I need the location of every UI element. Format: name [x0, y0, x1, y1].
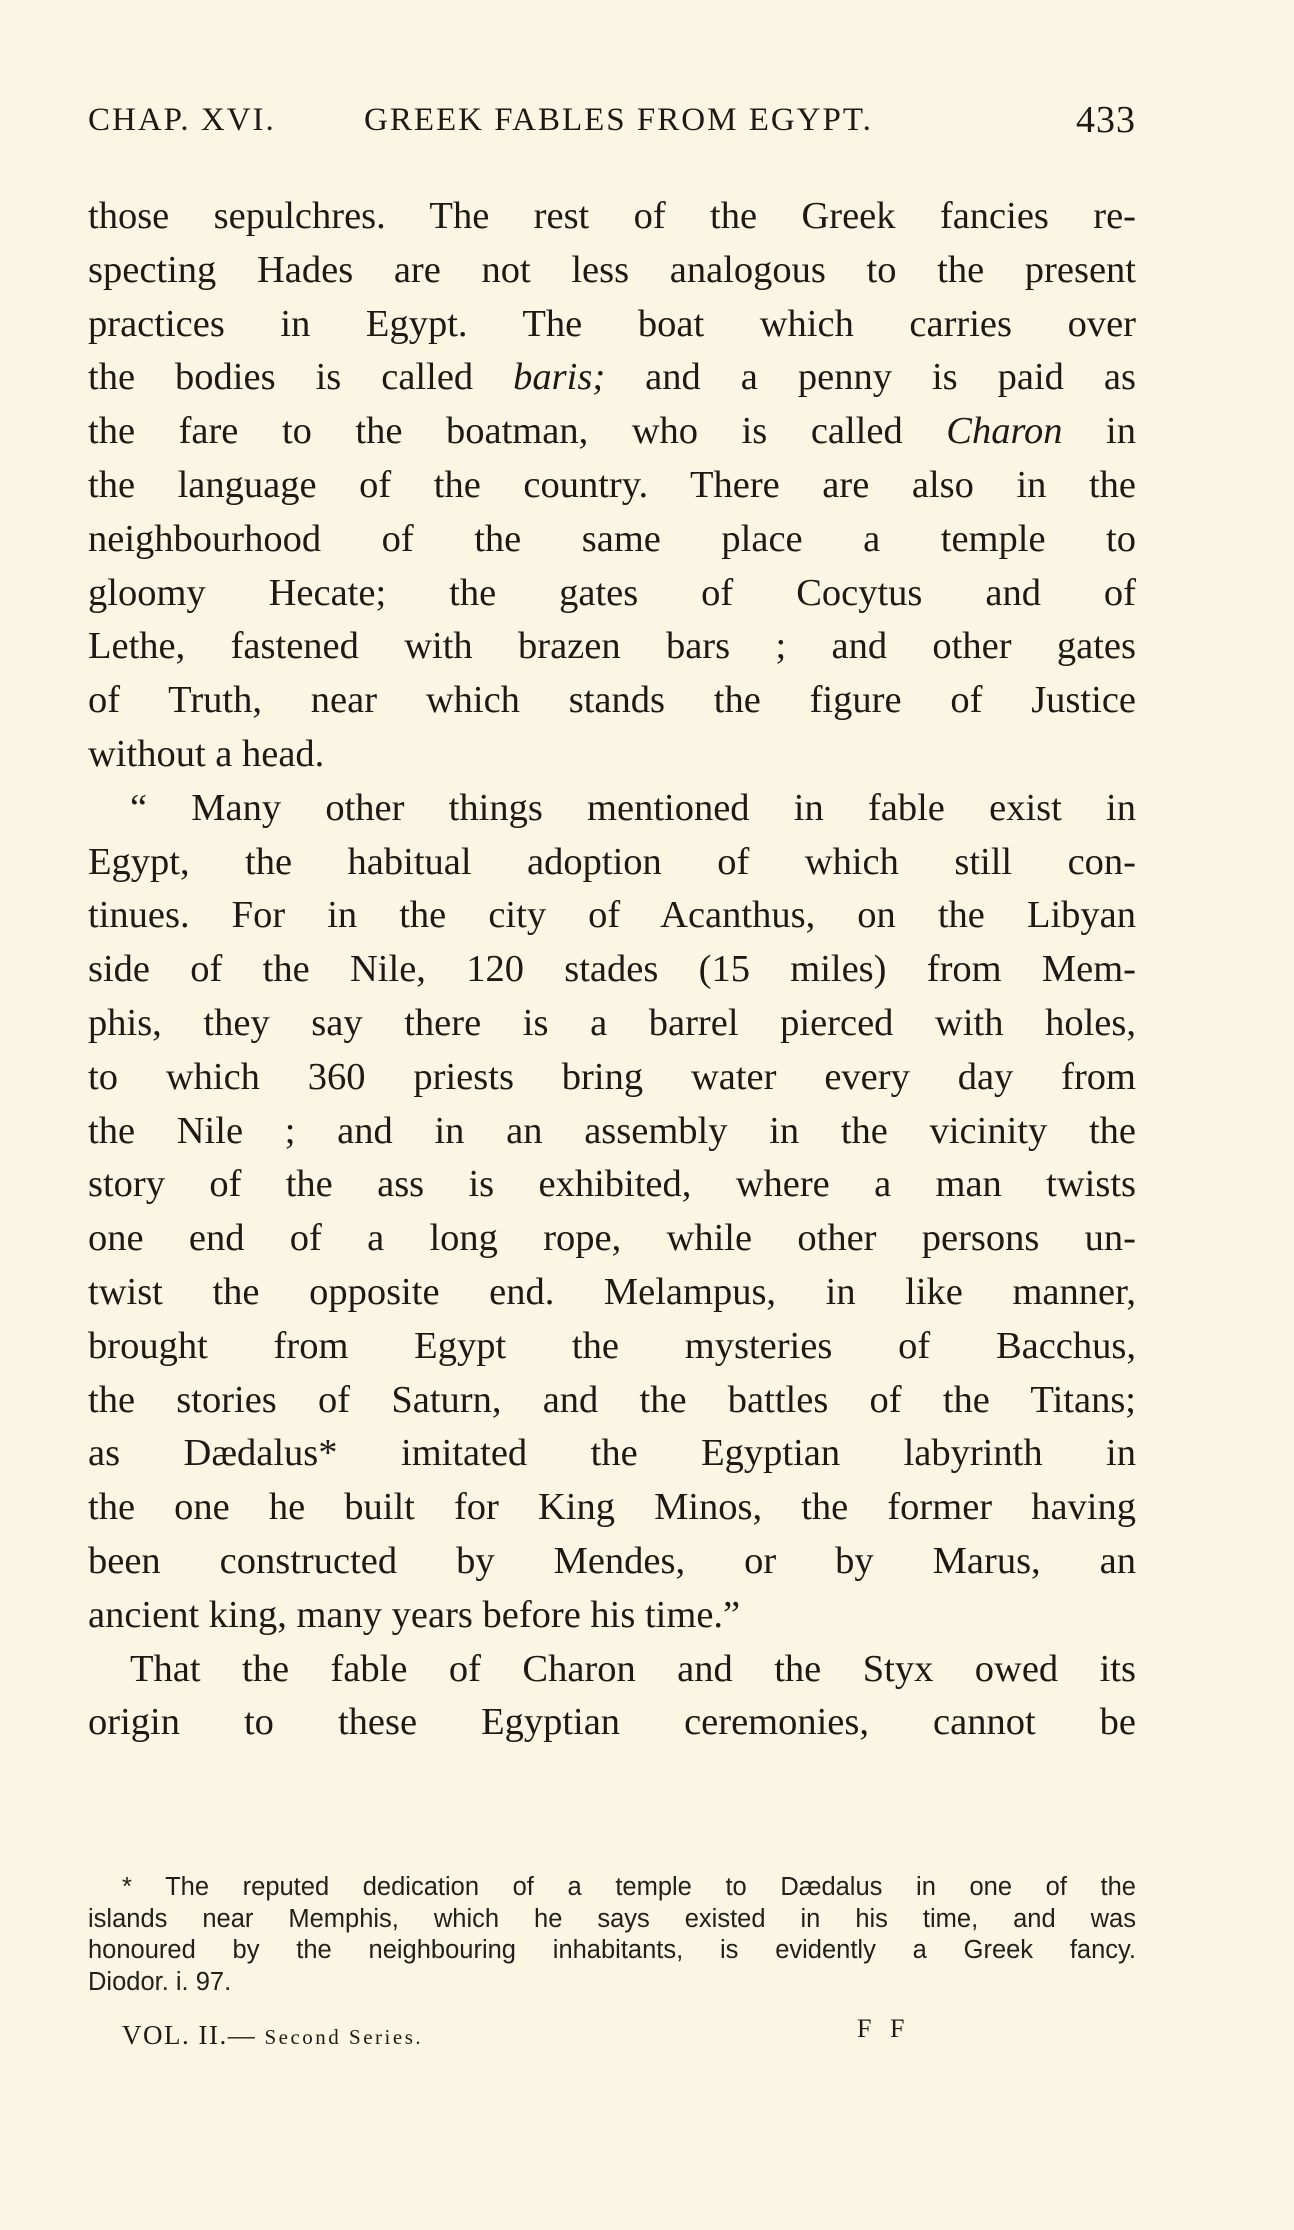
text-line: [88, 728, 1136, 782]
text-line: [88, 298, 1136, 352]
text-line: [88, 405, 1136, 459]
series-label: Second Series.: [264, 2025, 424, 2049]
text-run: practices in Egypt. The boat which carries over: [88, 302, 1136, 345]
text-line: [88, 620, 1136, 674]
text-line: [88, 1535, 1136, 1589]
text-line: [88, 459, 1136, 513]
text-line: [88, 1320, 1136, 1374]
text-run: the language of the country. There are also in the: [88, 463, 1136, 506]
text-line: [88, 1105, 1136, 1159]
text-run: “ Many other things mentioned in fable exist in: [130, 786, 1136, 829]
text-run: Egypt, the habitual adoption of which still con-: [88, 840, 1136, 883]
text-line: [88, 1481, 1136, 1535]
text-run: the one he built for King Minos, the former having: [88, 1486, 1136, 1529]
text-line: [88, 889, 1136, 943]
text-run: neighbourhood of the same place a temple to: [88, 517, 1136, 560]
text-line: [88, 190, 1136, 244]
text-run: Lethe, fastened with brazen bars ; and other gates: [88, 625, 1136, 668]
page-number: 433: [1076, 99, 1136, 141]
text-line: [88, 244, 1136, 298]
text-line: [88, 1427, 1136, 1481]
text-line: [88, 1212, 1136, 1266]
signature-line: [122, 2020, 423, 2051]
text-line: [88, 513, 1136, 567]
text-run: the bodies is called: [88, 356, 514, 399]
text-line: [88, 1266, 1136, 1320]
footnote-line: * The reputed dedication of a temple to Dædalus in one of the: [122, 1873, 1136, 1901]
italic-term: Charon: [946, 410, 1063, 453]
text-run: story of the ass is exhibited, where a man twists: [88, 1163, 1136, 1206]
text-line: [88, 1643, 1136, 1697]
text-line: [88, 351, 1136, 405]
text-run: twist the opposite end. Melampus, in like manner,: [88, 1270, 1136, 1313]
text-run: to which 360 priests bring water every day from: [88, 1055, 1136, 1098]
text-run: and a penny is paid as: [605, 356, 1136, 399]
text-run: ancient king, many years before his time.”: [88, 1593, 741, 1636]
text-run: in: [1062, 410, 1136, 453]
running-head: [88, 99, 1136, 152]
footnote-line: honoured by the neighbouring inhabitants, is evidently a Greek fancy.: [88, 1936, 1136, 1964]
text-run: side of the Nile, 120 stades (15 miles) from Mem-: [88, 948, 1136, 991]
chapter-label: CHAP. XVI.: [88, 102, 276, 138]
text-line: [88, 997, 1136, 1051]
text-run: That the fable of Charon and the Styx owed its: [130, 1647, 1136, 1690]
text-line: [88, 782, 1136, 836]
text-line: [88, 1696, 1136, 1750]
text-run: those sepulchres. The rest of the Greek fancies re-: [88, 195, 1136, 237]
running-title: GREEK FABLES FROM EGYPT.: [364, 102, 873, 138]
text-run: the stories of Saturn, and the battles of the Titans;: [88, 1378, 1136, 1421]
text-line: [88, 1158, 1136, 1212]
text-run: brought from Egypt the mysteries of Bacchus,: [88, 1324, 1136, 1367]
text-run: gloomy Hecate; the gates of Cocytus and of: [88, 571, 1136, 614]
text-run: been constructed by Mendes, or by Marus, an: [88, 1539, 1136, 1582]
footnote-line: islands near Memphis, which he says existed in his time, and was: [88, 1904, 1136, 1933]
italic-term: baris;: [513, 356, 606, 399]
text-run: tinues. For in the city of Acanthus, on the Libyan: [88, 894, 1136, 937]
text-line: [88, 836, 1136, 890]
text-run: specting Hades are not less analogous to the present: [88, 248, 1136, 291]
text-line: [88, 1589, 1136, 1643]
text-run: without a head.: [88, 732, 325, 775]
footnote-line: Diodor. i. 97.: [88, 1967, 232, 1996]
text-run: one end of a long rope, while other persons un-: [88, 1217, 1136, 1260]
signature-mark: F F: [857, 2014, 911, 2043]
footnote: [88, 1872, 1136, 1998]
text-run: of Truth, near which stands the figure of Justice: [88, 679, 1136, 722]
text-run: phis, they say there is a barrel pierced with holes,: [88, 1001, 1136, 1044]
text-line: [88, 567, 1136, 621]
text-line: [88, 1051, 1136, 1105]
text-run: the Nile ; and in an assembly in the vicinity the: [88, 1109, 1136, 1152]
text-line: [88, 674, 1136, 728]
text-line: [88, 1374, 1136, 1428]
body-text: [88, 190, 1136, 1750]
text-line: [88, 943, 1136, 997]
volume-label: VOL. II.—: [122, 2020, 257, 2050]
text-run: the fare to the boatman, who is called: [88, 410, 947, 453]
text-run: as Dædalus* imitated the Egyptian labyrinth in: [88, 1432, 1136, 1475]
text-run: origin to these Egyptian ceremonies, cannot be: [88, 1701, 1136, 1744]
